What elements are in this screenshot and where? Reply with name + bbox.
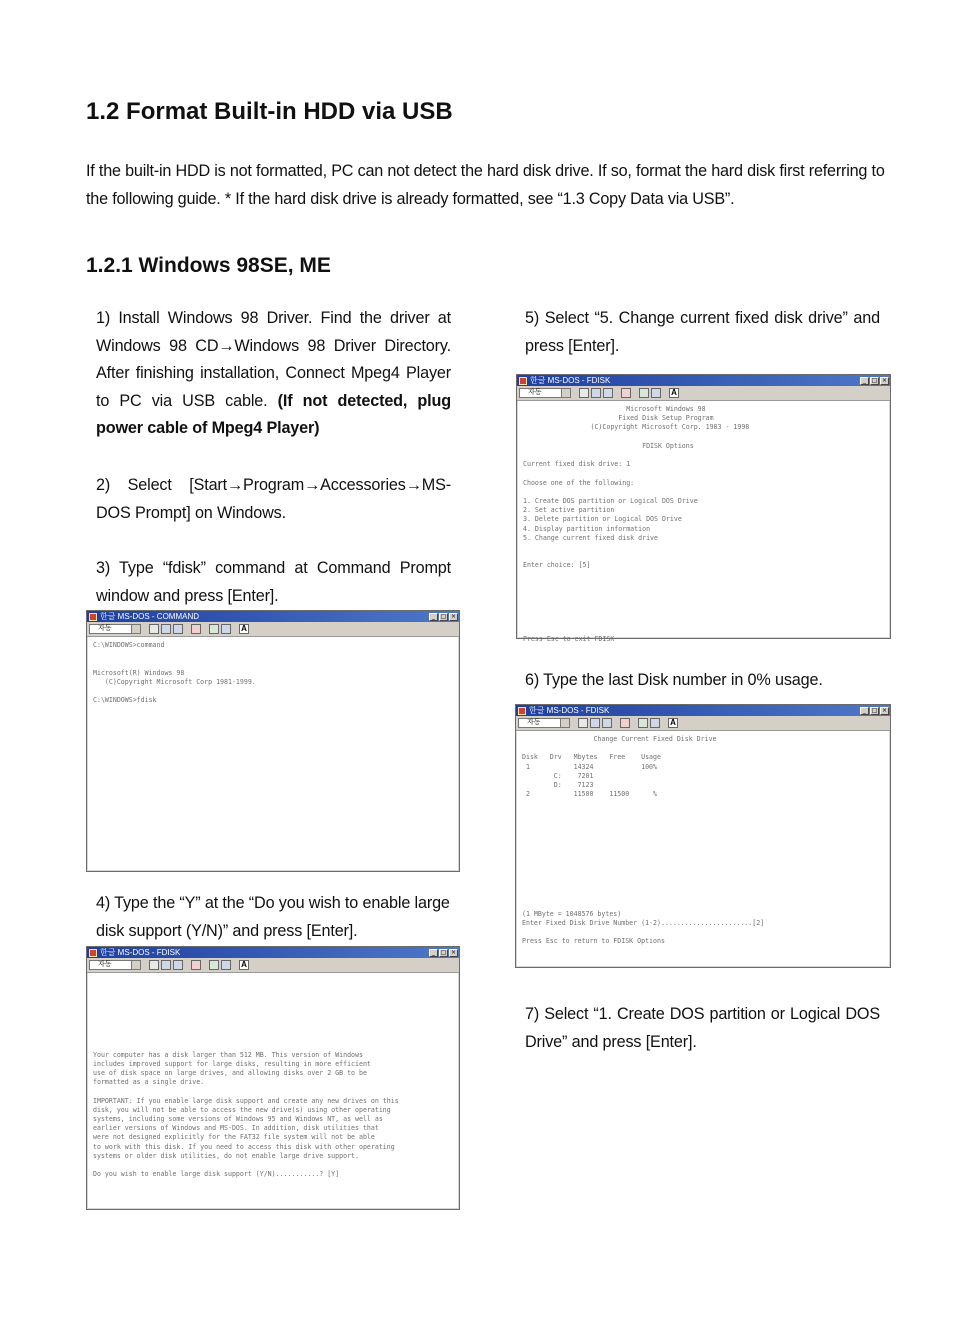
console-line: Do you wish to enable large disk support (Y/N)...........? [Y] [93, 1170, 340, 1179]
background-icon [221, 624, 231, 634]
console-line: earlier versions of Windows and MS-DOS. In addition, disk utilities that [93, 1124, 379, 1133]
console-line [93, 1014, 453, 1023]
console-line [522, 928, 884, 937]
window-toolbar [87, 958, 459, 973]
copy-icon [161, 624, 171, 634]
console-line [523, 589, 884, 598]
step-3: 3) Type “fdisk” command at Command Prompt window and press [Enter]. [96, 559, 451, 605]
console-line: 2. Set active partition [523, 506, 615, 515]
console-line: 1 14324 100% [522, 762, 657, 771]
step-7: 7) Select “1. Create DOS partition or Logical DOS Drive” and press [Enter]. [525, 1005, 880, 1051]
window-titlebar [516, 705, 890, 716]
console-line [93, 1041, 453, 1050]
copy-icon [591, 388, 601, 398]
msdos-icon [518, 707, 526, 715]
console-line: Current fixed disk drive: 1 [523, 460, 631, 469]
console-line [522, 882, 884, 891]
window-title: 한글 MS-DOS - FDISK [529, 706, 610, 715]
console-line: Microsoft Windows 98 [523, 405, 706, 413]
background-icon [651, 388, 661, 398]
window-titlebar [87, 947, 459, 958]
step-1-text: 1) Install Windows 98 Driver. Find the driver at Windows 98 CD→Windows 98 Driver Directory. After finishing installation, Connect Mpeg4 Player to PC via USB cable. [96, 309, 451, 410]
console-line: Microsoft(R) Windows 98 [93, 668, 185, 677]
console-line [523, 488, 884, 497]
step-5: 5) Select “5. Change current fixed disk drive” and press [Enter]. [525, 309, 880, 355]
console-line: systems or older disk utilities, do not enable large drive support. [93, 1151, 359, 1160]
maximize-icon: □ [871, 706, 878, 714]
fdisk-options-window-screenshot [516, 374, 891, 644]
font-size-combo: 자동 [89, 960, 141, 970]
close-icon: × [450, 612, 457, 620]
console-line: (C)Copyright Microsoft Corp 1981-1999. [93, 677, 256, 686]
font-icon: A [669, 388, 679, 398]
console-line [523, 469, 884, 478]
console-line: to work with this disk. If you need to access this disk with other operating [93, 1142, 395, 1151]
console-line [522, 891, 884, 900]
console-output [87, 973, 459, 1208]
console-line: Enter choice: [5] [523, 561, 591, 570]
window-toolbar [516, 716, 890, 731]
console-line: Change Current Fixed Disk Drive [522, 735, 717, 743]
console-line [522, 855, 884, 864]
console-output [517, 401, 890, 644]
properties-icon [209, 624, 219, 634]
console-output [516, 731, 890, 966]
properties-icon [209, 960, 219, 970]
mark-icon [149, 960, 159, 970]
minimize-icon: _ [860, 707, 869, 715]
console-line: 2 11500 11500 % [522, 790, 657, 799]
step-6: 6) Type the last Disk number in 0% usage. [525, 671, 823, 689]
console-line [93, 650, 453, 659]
font-size-combo: 자동 [518, 718, 570, 728]
console-line [522, 901, 884, 910]
console-line: C:\WINDOWS>command [93, 641, 165, 649]
properties-icon [639, 388, 649, 398]
mark-icon [579, 388, 589, 398]
font-size-combo: 자동 [519, 388, 571, 398]
console-line: (1 MByte = 1048576 bytes) [522, 909, 622, 918]
console-line [522, 873, 884, 882]
console-line [522, 799, 884, 808]
step-4: 4) Type the “Y” at the “Do you wish to enable large disk support (Y/N)” and press [Enter]. [96, 894, 450, 940]
fullscreen-icon [620, 718, 630, 728]
copy-icon [161, 960, 171, 970]
close-icon: × [881, 376, 888, 384]
console-line: 3. Delete partition or Logical DOS Drive [523, 515, 682, 524]
console-line [93, 1087, 453, 1096]
console-line [523, 626, 884, 635]
maximize-icon: □ [440, 948, 447, 956]
console-line [523, 580, 884, 589]
paste-icon [602, 718, 612, 728]
console-line [93, 687, 453, 696]
subsection-title: 1.2.1 Windows 98SE, ME [86, 254, 331, 277]
window-titlebar [517, 375, 890, 386]
window-title: 한글 MS-DOS - COMMAND [100, 612, 200, 621]
console-line [93, 1032, 453, 1041]
copy-icon [590, 718, 600, 728]
paste-icon [173, 624, 183, 634]
console-line [523, 571, 884, 580]
console-line [93, 977, 453, 986]
console-line: C: 7201 [522, 771, 594, 780]
console-line: Choose one of the following: [523, 478, 635, 487]
font-icon: A [239, 624, 249, 634]
console-line: Fixed Disk Setup Program [523, 414, 714, 423]
console-line [523, 617, 884, 626]
console-line [523, 607, 884, 616]
paste-icon [603, 388, 613, 398]
console-line: C:\WINDOWS>fdisk [93, 696, 157, 705]
msdos-icon [89, 613, 97, 621]
fullscreen-icon [621, 388, 631, 398]
console-line: 4. Display partition information [523, 524, 651, 533]
console-line [93, 659, 453, 668]
console-line: Enter Fixed Disk Drive Number (1-2).......................[2] [522, 919, 765, 928]
console-line [93, 1023, 453, 1032]
console-line [93, 995, 453, 1004]
console-line: Disk Drv Mbytes Free Usage [522, 753, 661, 762]
console-line [93, 986, 453, 995]
section-title: 1.2 Format Built-in HDD via USB [86, 98, 453, 125]
change-drive-window-screenshot [515, 704, 891, 968]
console-line: FDISK Options [523, 441, 694, 450]
maximize-icon: □ [871, 376, 878, 384]
console-line [93, 1005, 453, 1014]
fullscreen-icon [191, 960, 201, 970]
console-line [523, 598, 884, 607]
console-line [522, 827, 884, 836]
step-1 [96, 305, 451, 443]
window-title: 한글 MS-DOS - FDISK [530, 376, 611, 385]
background-icon [221, 960, 231, 970]
console-output [87, 637, 459, 870]
console-line [523, 433, 884, 442]
console-line [93, 1161, 453, 1170]
console-line [523, 451, 884, 460]
console-line [522, 845, 884, 854]
properties-icon [638, 718, 648, 728]
console-line [522, 809, 884, 818]
console-line: Your computer has a disk larger than 512 MB. This version of Windows [93, 1050, 363, 1059]
console-line: were not designed explicitly for the FAT32 file system will not be able [93, 1133, 375, 1142]
close-icon: × [881, 706, 888, 714]
console-line: formatted as a single drive. [93, 1078, 205, 1087]
background-icon [650, 718, 660, 728]
paste-icon [173, 960, 183, 970]
font-size-combo: 자동 [89, 624, 141, 634]
console-line: IMPORTANT: If you enable large disk support and create any new drives on this [93, 1096, 399, 1105]
minimize-icon: _ [429, 613, 438, 621]
console-line [522, 744, 884, 753]
console-line [522, 864, 884, 873]
intro-paragraph: If the built-in HDD is not formatted, PC can not detect the hard disk drive. If so, format the hard disk first referring to the following guide. * If the hard disk drive is already formatted, see “1.3 Copy Data via USB”. [86, 162, 885, 208]
console-line: Press Esc to return to FDISK Options [522, 937, 665, 946]
mark-icon [578, 718, 588, 728]
window-toolbar [517, 386, 890, 401]
step-1-note: (If not detected, plug power cable of Mpeg4 Player) [96, 391, 451, 438]
font-icon: A [668, 718, 678, 728]
font-icon: A [239, 960, 249, 970]
window-toolbar [87, 622, 459, 637]
console-line [522, 836, 884, 845]
mark-icon [149, 624, 159, 634]
console-line: systems, including some versions of Windows 95 and Windows NT, as well as [93, 1115, 383, 1124]
close-icon: × [450, 948, 457, 956]
fullscreen-icon [191, 624, 201, 634]
step-2: 2) Select [Start→Program→Accessories→MS-DOS Prompt] on Windows. [96, 476, 451, 522]
maximize-icon: □ [440, 612, 447, 620]
console-line [523, 552, 884, 561]
window-title: 한글 MS-DOS - FDISK [100, 948, 181, 957]
minimize-icon: _ [429, 949, 438, 957]
console-line: includes improved support for large disks, resulting in more efficient [93, 1059, 371, 1068]
console-line: D: 7123 [522, 781, 594, 790]
window-titlebar [87, 611, 459, 622]
msdos-icon [89, 949, 97, 957]
command-window-screenshot [86, 610, 460, 872]
console-line: use of disk space on large drives, and allowing disks over 2 GB to be [93, 1069, 367, 1078]
console-line [523, 543, 884, 552]
minimize-icon: _ [860, 377, 869, 385]
msdos-icon [519, 377, 527, 385]
console-line: 5. Change current fixed disk drive [523, 533, 658, 542]
console-line: 1. Create DOS partition or Logical DOS Drive [523, 497, 698, 506]
console-line: disk, you will not be able to access the new drive(s) using other operating [93, 1105, 391, 1114]
console-line: Press Esc to exit FDISK [523, 635, 615, 644]
large-disk-window-screenshot [86, 946, 460, 1210]
console-line [522, 818, 884, 827]
console-line: (C)Copyright Microsoft Corp. 1983 - 1998 [523, 423, 750, 432]
